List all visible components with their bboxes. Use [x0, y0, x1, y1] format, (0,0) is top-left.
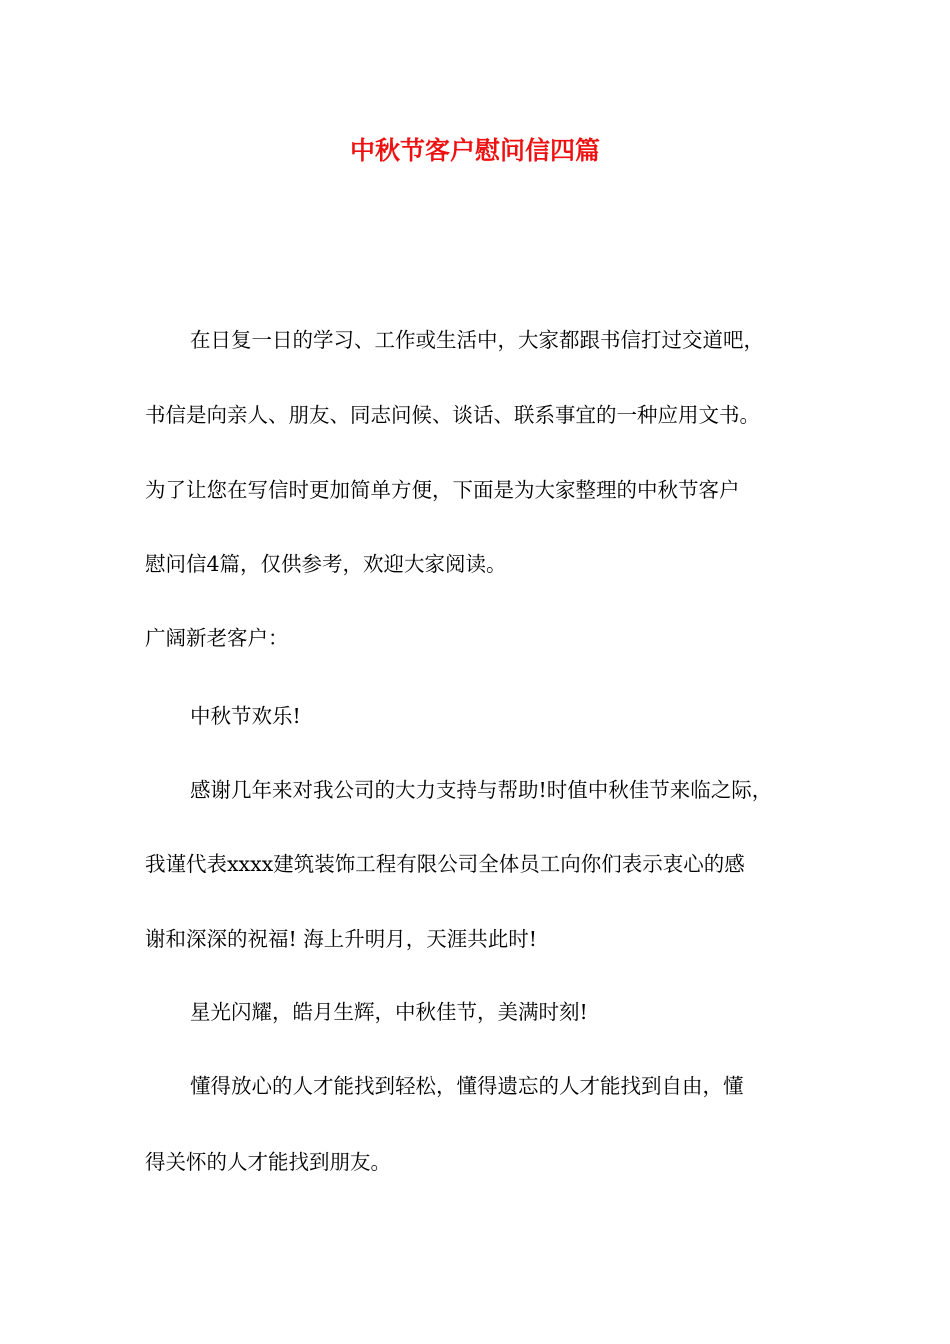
paragraph-line: 感谢几年来对我公司的大力支持与帮助!时值中秋佳节来临之际，	[190, 778, 773, 802]
paragraph-line: 懂得放心的人才能找到轻松，懂得遗忘的人才能找到自由，懂	[190, 1074, 744, 1098]
document-title: 中秋节客户慰问信四篇	[349, 136, 600, 165]
paragraph-line: 得关怀的人才能找到朋友。	[145, 1150, 391, 1174]
paragraph-line: 为了让您在写信时更加简单方便，下面是为大家整理的中秋节客户	[145, 478, 740, 502]
paragraph-line: 我谨代表xxxx建筑装饰工程有限公司全体员工向你们表示衷心的感	[145, 852, 745, 876]
paragraph-line: 谢和深深的祝福! 海上升明月，天涯共此时!	[145, 927, 537, 951]
paragraph-line: 星光闪耀，皓月生辉，中秋佳节，美满时刻!	[190, 1000, 588, 1024]
paragraph-line: 慰问信4篇，仅供参考，欢迎大家阅读。	[145, 552, 507, 576]
salutation-line: 广阔新老客户：	[145, 626, 289, 650]
greeting-line: 中秋节欢乐!	[190, 704, 301, 728]
paragraph-line: 在日复一日的学习、工作或生活中，大家都跟书信打过交道吧，	[190, 328, 764, 352]
paragraph-line: 书信是向亲人、朋友、同志问候、谈话、联系事宜的一种应用文书。	[145, 403, 760, 427]
